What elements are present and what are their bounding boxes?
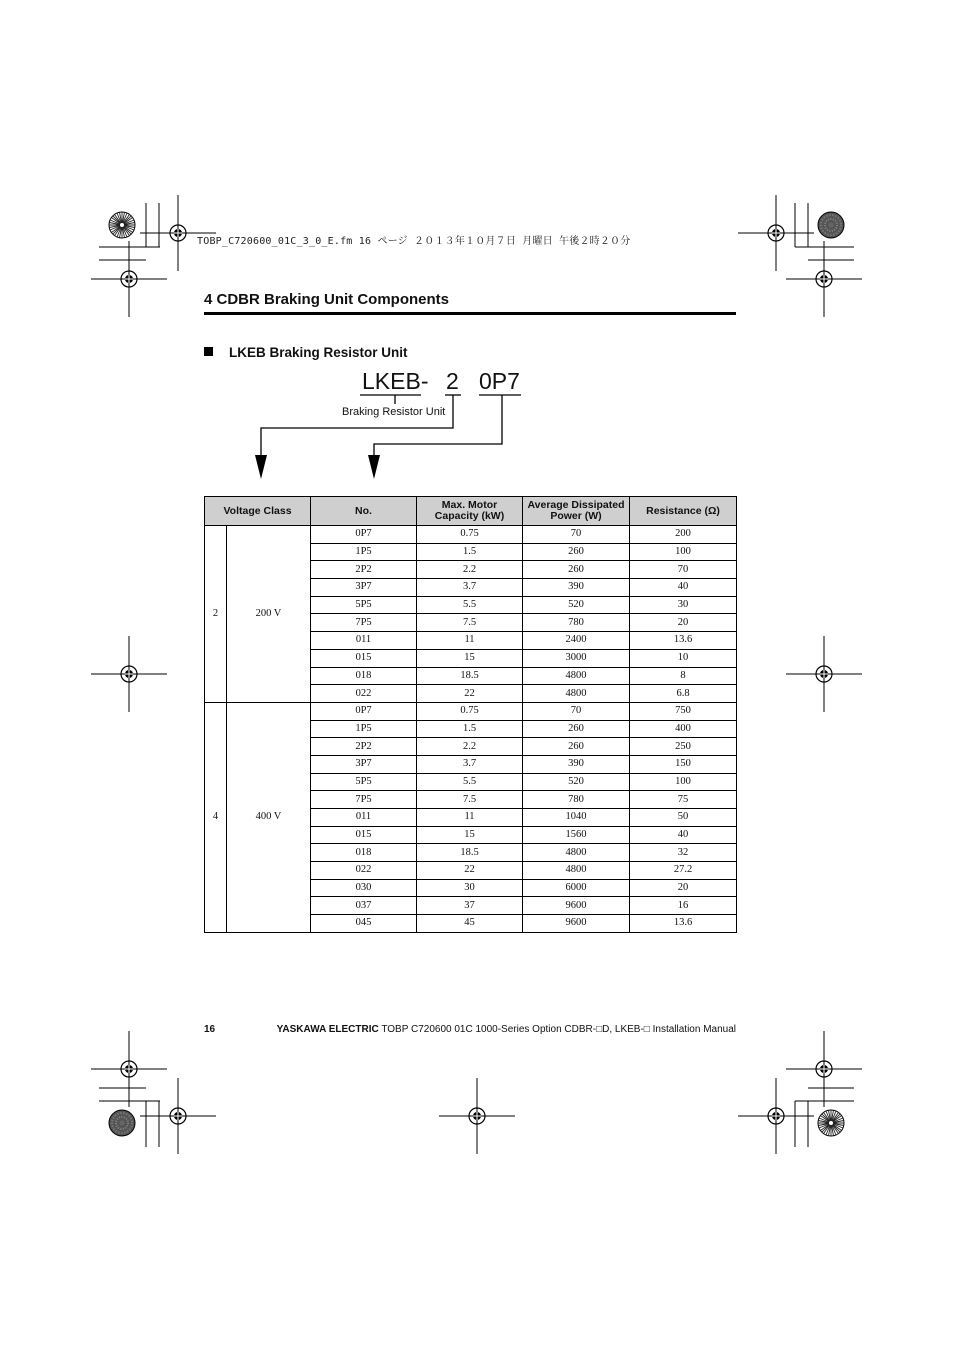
model-no-cell: 030	[311, 879, 417, 897]
dissipated-power-cell: 390	[523, 579, 630, 597]
table-header-row	[205, 497, 737, 526]
dissipated-power-cell: 260	[523, 738, 630, 756]
motor-capacity-cell: 11	[417, 632, 523, 650]
model-no-cell: 022	[311, 685, 417, 703]
dissipated-power-cell: 4800	[523, 844, 630, 862]
column-header: No.	[311, 497, 417, 526]
motor-capacity-cell: 22	[417, 862, 523, 880]
motor-capacity-cell: 7.5	[417, 791, 523, 809]
column-header: Max. Motor Capacity (kW)	[417, 497, 523, 526]
resistance-cell: 75	[630, 791, 737, 809]
voltage-class-value: 400 V	[227, 702, 311, 932]
model-no-cell: 015	[311, 649, 417, 667]
motor-capacity-cell: 0.75	[417, 526, 523, 544]
dissipated-power-cell: 1560	[523, 826, 630, 844]
motor-capacity-cell: 15	[417, 826, 523, 844]
model-no-cell: 0P7	[311, 526, 417, 544]
resistance-cell: 6.8	[630, 685, 737, 703]
dissipated-power-cell: 9600	[523, 915, 630, 933]
motor-capacity-cell: 0.75	[417, 702, 523, 720]
resistance-cell: 40	[630, 826, 737, 844]
motor-capacity-cell: 2.2	[417, 738, 523, 756]
dissipated-power-cell: 1040	[523, 809, 630, 827]
table-row	[205, 526, 737, 544]
dissipated-power-cell: 2400	[523, 632, 630, 650]
voltage-class-value: 200 V	[227, 526, 311, 703]
resistance-cell: 750	[630, 702, 737, 720]
dissipated-power-cell: 260	[523, 561, 630, 579]
motor-capacity-cell: 3.7	[417, 755, 523, 773]
column-header: Resistance (Ω)	[630, 497, 737, 526]
voltage-class-code: 2	[205, 526, 227, 703]
footer-brand: YASKAWA ELECTRIC	[276, 1024, 379, 1035]
resistance-cell: 100	[630, 543, 737, 561]
subsection-title: LKEB Braking Resistor Unit	[229, 345, 408, 360]
motor-capacity-cell: 1.5	[417, 543, 523, 561]
resistance-cell: 70	[630, 561, 737, 579]
file-header: TOBP_C720600_01C_3_0_E.fm 16 ページ ２０１３年１０月７日 月曜日 午後２時２０分	[197, 236, 631, 247]
motor-capacity-cell: 15	[417, 649, 523, 667]
dissipated-power-cell: 6000	[523, 879, 630, 897]
resistance-cell: 20	[630, 879, 737, 897]
model-no-cell: 018	[311, 667, 417, 685]
resistance-cell: 200	[630, 526, 737, 544]
model-code-capacity: 0P7	[479, 368, 520, 394]
motor-capacity-cell: 45	[417, 915, 523, 933]
resistance-cell: 32	[630, 844, 737, 862]
table-row	[205, 702, 737, 720]
model-no-cell: 5P5	[311, 596, 417, 614]
model-no-cell: 5P5	[311, 773, 417, 791]
motor-capacity-cell: 37	[417, 897, 523, 915]
motor-capacity-cell: 5.5	[417, 773, 523, 791]
model-no-cell: 011	[311, 632, 417, 650]
model-no-cell: 1P5	[311, 720, 417, 738]
motor-capacity-cell: 3.7	[417, 579, 523, 597]
model-no-cell: 015	[311, 826, 417, 844]
column-header: Average Dissipated Power (W)	[523, 497, 630, 526]
model-no-cell: 1P5	[311, 543, 417, 561]
resistance-cell: 250	[630, 738, 737, 756]
resistance-cell: 50	[630, 809, 737, 827]
dissipated-power-cell: 4800	[523, 667, 630, 685]
dissipated-power-cell: 9600	[523, 897, 630, 915]
model-no-cell: 037	[311, 897, 417, 915]
model-no-cell: 7P5	[311, 614, 417, 632]
dissipated-power-cell: 70	[523, 526, 630, 544]
dissipated-power-cell: 780	[523, 791, 630, 809]
resistance-cell: 20	[630, 614, 737, 632]
model-no-cell: 3P7	[311, 579, 417, 597]
dissipated-power-cell: 520	[523, 596, 630, 614]
resistance-cell: 40	[630, 579, 737, 597]
resistance-cell: 100	[630, 773, 737, 791]
resistance-cell: 8	[630, 667, 737, 685]
column-header: Voltage Class	[205, 497, 311, 526]
page-number: 16	[204, 1024, 216, 1035]
table-body	[205, 526, 737, 933]
resistance-cell: 30	[630, 596, 737, 614]
motor-capacity-cell: 18.5	[417, 844, 523, 862]
resistor-spec-table	[204, 496, 737, 933]
motor-capacity-cell: 2.2	[417, 561, 523, 579]
footer-doc-title: TOBP C720600 01C 1000-Series Option CDBR-□D, LKEB-□ Installation Manual	[381, 1024, 736, 1035]
motor-capacity-cell: 22	[417, 685, 523, 703]
dissipated-power-cell: 390	[523, 755, 630, 773]
dissipated-power-cell: 780	[523, 614, 630, 632]
dissipated-power-cell: 260	[523, 543, 630, 561]
motor-capacity-cell: 5.5	[417, 596, 523, 614]
resistance-cell: 150	[630, 755, 737, 773]
resistance-cell: 16	[630, 897, 737, 915]
resistance-cell: 400	[630, 720, 737, 738]
model-no-cell: 018	[311, 844, 417, 862]
model-code-prefix: LKEB-	[362, 368, 429, 394]
model-no-cell: 022	[311, 862, 417, 880]
model-no-cell: 2P2	[311, 561, 417, 579]
motor-capacity-cell: 18.5	[417, 667, 523, 685]
dissipated-power-cell: 4800	[523, 685, 630, 703]
dissipated-power-cell: 260	[523, 720, 630, 738]
model-no-cell: 7P5	[311, 791, 417, 809]
resistance-cell: 13.6	[630, 632, 737, 650]
dissipated-power-cell: 520	[523, 773, 630, 791]
motor-capacity-cell: 1.5	[417, 720, 523, 738]
model-no-cell: 2P2	[311, 738, 417, 756]
resistance-cell: 13.6	[630, 915, 737, 933]
model-code-voltage: 2	[446, 368, 459, 394]
section-title: 4 CDBR Braking Unit Components	[204, 291, 450, 308]
resistance-cell: 10	[630, 649, 737, 667]
motor-capacity-cell: 11	[417, 809, 523, 827]
motor-capacity-cell: 30	[417, 879, 523, 897]
model-no-cell: 045	[311, 915, 417, 933]
prefix-label: Braking Resistor Unit	[342, 406, 446, 418]
motor-capacity-cell: 7.5	[417, 614, 523, 632]
model-no-cell: 3P7	[311, 755, 417, 773]
resistance-cell: 27.2	[630, 862, 737, 880]
dissipated-power-cell: 4800	[523, 862, 630, 880]
model-no-cell: 0P7	[311, 702, 417, 720]
voltage-class-code: 4	[205, 702, 227, 932]
dissipated-power-cell: 3000	[523, 649, 630, 667]
dissipated-power-cell: 70	[523, 702, 630, 720]
footer-text	[277, 1024, 736, 1035]
model-no-cell: 011	[311, 809, 417, 827]
